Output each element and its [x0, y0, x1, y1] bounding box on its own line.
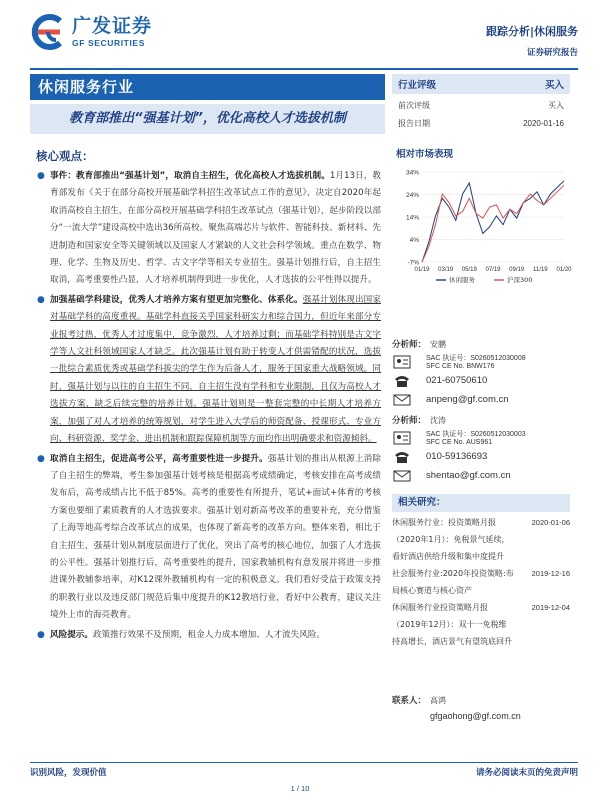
related-title: 社会服务行业:2020年投资策略:布局核心赛道与核心资产 [392, 569, 514, 595]
x-tick-label: 07/19 [485, 267, 501, 273]
related-research-list [392, 514, 570, 650]
y-tick-label: 34% [405, 169, 419, 177]
point-lead: 加强基础学科建设，优秀人才培养方案有望更加完整化、体系化。 [50, 294, 303, 305]
phone-icon [392, 449, 412, 465]
related-research-heading: 相关研究： [392, 494, 570, 512]
analyst-sfc: SFC CE No. AUS961 [426, 439, 493, 446]
trend-heading: 相对市场表现 [396, 149, 454, 160]
x-tick-label: 05/19 [461, 267, 477, 273]
report-date-value: 2020-01-16 [523, 118, 564, 128]
prev-rating-row [392, 96, 570, 114]
performance-chart-svg [392, 162, 570, 290]
related-item[interactable] [392, 599, 570, 650]
analyst-email[interactable]: anpeng@gf.com.cn [426, 394, 509, 405]
x-tick-label: 03/19 [438, 267, 454, 273]
analyst-email[interactable]: shentao@gf.com.cn [426, 470, 511, 481]
id-card-icon [392, 354, 412, 370]
contact-name: 高鸿 [430, 695, 446, 705]
bullet-icon: ● [37, 294, 45, 305]
analyst-label: 分析师： [392, 340, 427, 350]
point-text: 1月13日，教育部发布《关于在部分高校开展基础学科招生改革试点工作的意见》，决定自2020年起取消高校自主招生，在部分高校开展基础学科招生改革试点（强基计划），起步阶段以部分“一流大学”建设高校中选出36所高校。聚焦高端芯片与软件、智能科技、新材料、先进制造和国家安全等关键领域以及国家人才紧缺的人文社会科学领域。重点在数学、物理、化学、生物及历史、哲学、古文字学等相关专业招生。强基计划推行后，自主招生取消，高考重要性凸显，人才培养机制得到进一步优化，人才选拔的公平性得以提升。 [50, 171, 381, 286]
brand-logo [30, 14, 152, 50]
report-header [0, 0, 600, 70]
brand-name-cn: 广发证券 [72, 15, 153, 37]
industry-title: 休闲服务行业 [30, 74, 385, 100]
id-card-icon [392, 430, 412, 446]
analyst-1 [392, 336, 570, 409]
analyst-name: 沈涛 [430, 415, 446, 425]
brand-name-en: GF SECURITIES [72, 38, 145, 48]
analyst-sac: SAC 执证号：S0260512030003 [426, 431, 526, 438]
point-basic-discipline [36, 292, 381, 449]
bullet-icon: ● [37, 171, 45, 181]
report-title: 教育部推出“强基计划”，优化高校人才选拔机制 [30, 104, 385, 134]
rating-value: 买入 [544, 80, 564, 91]
prev-rating-label: 前次评级 [398, 100, 430, 110]
analyst-phone: 010-59136693 [426, 451, 488, 462]
point-risk [36, 627, 381, 644]
series-line-1 [422, 181, 564, 262]
x-tick-label: 11/19 [533, 267, 548, 273]
email-icon [392, 468, 412, 484]
rating-details [392, 96, 570, 132]
y-tick-label: 4% [409, 237, 419, 244]
point-text: 政策推行效果不及预期，租金人力成本增加、人才流失风险。 [92, 629, 326, 640]
analyst-sfc: SFC CE No. BNW176 [426, 363, 495, 370]
point-lead: 取消自主招生，促进高考公平，高考重要性进一步提升。 [50, 453, 268, 464]
contact-email[interactable]: gfgaohong@gf.com.cn [430, 711, 521, 721]
footer-disclaimer[interactable]: 请务必阅读末页的免责声明 [475, 768, 578, 778]
y-tick-label: 24% [405, 192, 419, 199]
contact-label: 联系人： [392, 696, 427, 706]
series-line-2 [422, 185, 564, 262]
point-lead: 风险提示。 [50, 629, 93, 640]
related-item[interactable] [392, 514, 570, 565]
analyst-label: 分析师： [392, 416, 427, 426]
related-item[interactable] [392, 565, 570, 599]
point-text: 强基计划的推出从根源上消除了自主招生的弊端，考生参加强基计划考核是根据高考成绩确定，考核安排在高考成绩发布后，高考成绩占比不低于85%。高考的重要性有所提升，笔试+面试+体育的考核方案也要细了素质教育的人才选拔要求。强基计划对新高考改革的重要补充，充分借鉴了上海等地高考综合改革试点的成果，也体现了新高考的改革方向。整体来看，相比于自主招生，强基计划从制度层面进行了优化，突出了高考的核心地位，加强了人才选拔的公平性。强基计划推行后，高考重要性的提升，国家教辅机构有意发展并将进一步推进课外教辅参培率，对K12课外教辅机构有一定的积极意义。我们看好受益于政策支持的职教行业以及违反部门规范后集中度提升的K12教培行业，看好中公教育，建议关注境外上市的海亮教育。 [50, 453, 381, 621]
gf-logo-icon [30, 14, 66, 50]
report-category: 跟踪分析|休闲服务 [485, 25, 578, 38]
bullet-icon: ● [37, 453, 45, 464]
x-tick-label: 09/19 [509, 267, 525, 273]
related-title: 休闲服务行业投资策略月报（2019年12月）：双十一免税维持高增长，酒店景气有望筑底回升 [392, 603, 512, 646]
bullet-icon: ● [37, 629, 45, 640]
report-date-row [392, 114, 570, 132]
legend-label: 沪深300 [507, 276, 533, 284]
report-subcategory: 证券研究报告 [526, 48, 578, 58]
related-date: 2019-12-16 [531, 569, 570, 578]
footer-divider [30, 762, 578, 763]
related-date: 2019-12-04 [531, 603, 570, 612]
x-tick-label: 01/20 [556, 267, 572, 273]
report-date-label: 报告日期 [398, 118, 430, 128]
rating-label: 行业评级 [398, 80, 437, 91]
y-tick-label: 14% [405, 214, 419, 222]
email-icon [392, 392, 412, 408]
analyst-name: 安鹏 [430, 339, 446, 349]
contact-block [392, 692, 570, 721]
rating-header [392, 74, 570, 94]
legend-label: 休闲服务 [449, 276, 475, 284]
point-lead: 事件：教育部推出“强基计划”，取消自主招生，优化高校人才选拔机制。 [50, 171, 330, 181]
point-fairness [36, 451, 381, 625]
analyst-2 [392, 412, 570, 485]
page-number: 1 / 10 [290, 784, 310, 793]
related-title: 休闲服务行业：投资策略月报（2020年1月）：免税景气延续，看好酒店供给升级和集中度提升 [392, 518, 510, 561]
core-view-body [36, 168, 381, 646]
relative-performance-chart [392, 162, 570, 290]
point-text: 强基计划体现出国家对基础学科的高度重视。基础学科直接关乎国家科研实力和综合国力，但近年来部分专业报考过热，优秀人才过度集中，竞争激烈，人才培养过剩；而基础学科特别是古文字学等人文社科领域国家人才缺乏。此次强基计划有助于转变人才供需错配的状况，选拔一批综合素质优秀或基础学科拔尖的学生作为后备人才，服务于国家重大战略领域。同时，强基计划与以往的自主招生不同，自主招生没有学科和专业限制，且仅为高校人才选拔方案，缺乏后续完整的培养计划。强基计划则是一整套完整的中长期人才培养方案，加强了对人才培养的统筹规划，对学生进入大学后的师资配备、授课形式、专业方向、科研资源、奖学金、进出机制和跟踪保障机制等方面均作出明确要求和资源倾斜。 [50, 294, 381, 445]
x-tick-label: 01/19 [414, 267, 430, 273]
point-event [36, 168, 381, 290]
footer-slogan: 识别风险，发现价值 [30, 768, 107, 778]
analyst-sac: SAC 执证号：S0260512030008 [426, 355, 526, 362]
header-divider [30, 68, 578, 70]
prev-rating-value: 买入 [548, 100, 564, 110]
core-view-heading: 核心观点： [36, 149, 94, 163]
phone-icon [392, 373, 412, 389]
analyst-phone: 021-60750610 [426, 375, 488, 386]
y-tick-label: -7% [407, 259, 419, 267]
related-date: 2020-01-06 [531, 518, 570, 527]
